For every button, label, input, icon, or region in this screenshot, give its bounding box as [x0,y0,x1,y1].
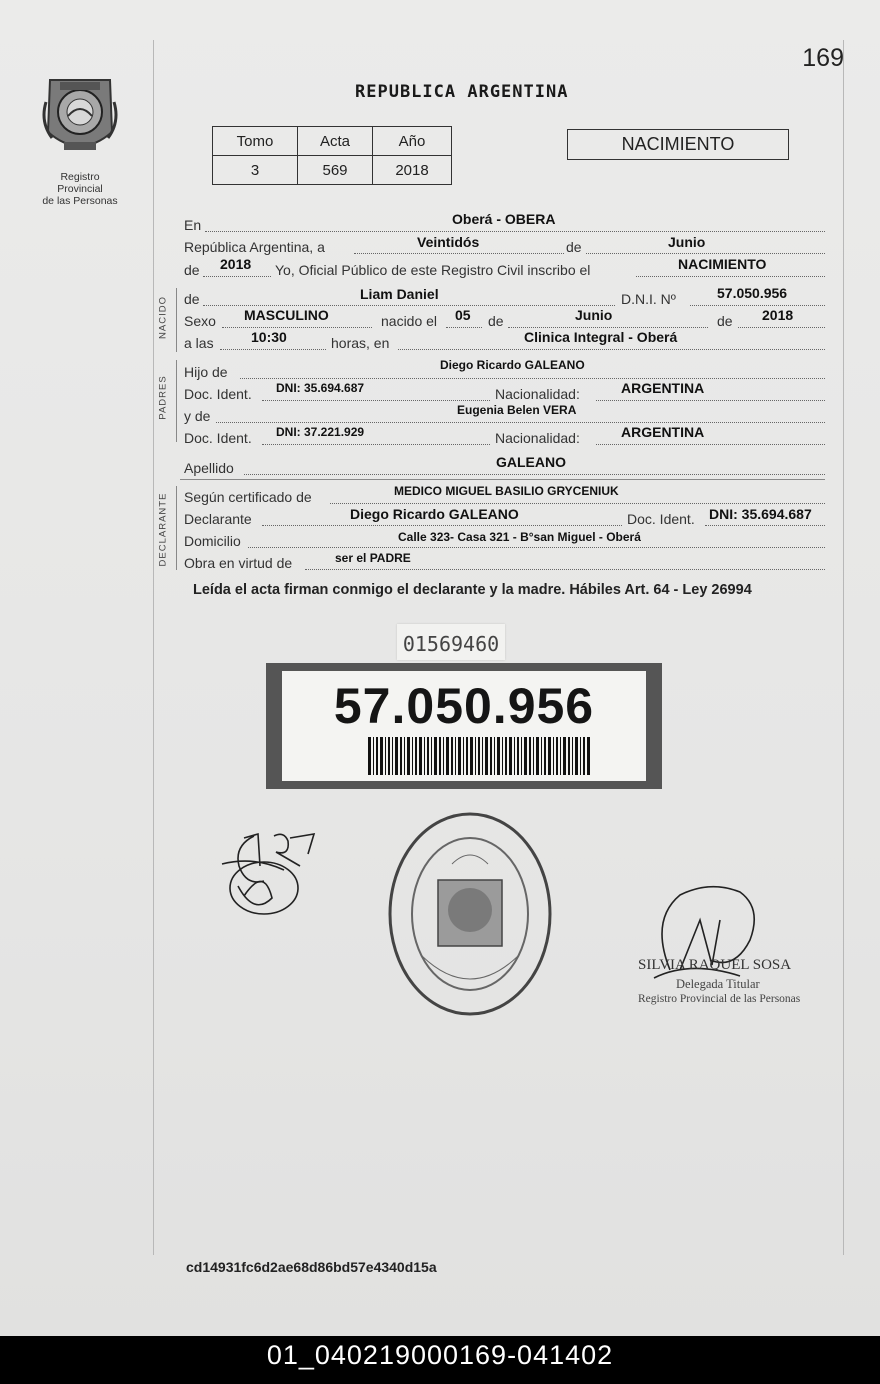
header-tomo: Tomo [213,127,298,156]
header-anio: Año [373,127,452,156]
dotted-line [220,349,326,350]
dotted-line [205,231,825,232]
value-month: Junio [668,234,706,250]
label-de: de [717,313,733,329]
dotted-line [262,525,622,526]
label-sexo: Sexo [184,313,216,329]
dotted-line [203,276,271,277]
label-segun-certificado: Según certificado de [184,489,312,505]
dotted-line [705,525,825,526]
value-mother-name: Eugenia Belen VERA [457,403,577,417]
value-day-words: Veintidós [417,234,480,250]
serial-sticker: 01569460 [397,624,505,660]
side-label-padres: PADRES [157,375,169,420]
label-de: de [566,239,582,255]
value-birth-day: 05 [455,307,471,323]
dotted-line [446,327,482,328]
dni-sticker-number: 57.050.956 [333,678,595,734]
label-a-las: a las [184,335,214,351]
dotted-line [248,547,825,548]
label-y-de: y de [184,408,211,424]
label-doc-ident: Doc. Ident. [184,430,252,446]
label-en: En [184,217,202,233]
value-child-name: Liam Daniel [360,286,439,302]
signatory-org: Registro Provincial de las Personas [638,993,801,1005]
closing-statement: Leída el acta firman conmigo el declarante y la madre. Hábiles Art. 64 - Ley 26994 [193,582,752,598]
section-bracket [176,360,177,442]
handwritten-initials-icon [214,826,324,922]
label-republica: República Argentina, a [184,239,325,255]
label-horas: horas, en [331,335,390,351]
label-dni: D.N.I. Nº [621,291,676,307]
value-certifier: MEDICO MIGUEL BASILIO GRYCENIUK [394,484,619,498]
section-bracket [176,486,177,570]
value-birth-month: Junio [575,307,613,323]
value-father-nationality: ARGENTINA [621,380,705,396]
label-yo: Yo, Oficial Público de este Registro Civil inscribo el [275,262,591,278]
value-mother-nationality: ARGENTINA [621,424,705,440]
label-nacionalidad: Nacionalidad: [495,386,580,402]
label-de: de [184,291,200,307]
document-hash: cd14931fc6d2ae68d86bd57e4340d15a [186,1259,437,1275]
dotted-line [738,327,825,328]
label-obra: Obra en virtud de [184,555,293,571]
value-declarant-doc: DNI: 35.694.687 [709,506,812,522]
left-margin-line [153,40,154,1255]
dni-sticker [266,663,662,789]
value-act-type: NACIMIENTO [678,256,767,272]
dotted-line [240,378,825,379]
dotted-line [398,349,825,350]
label-apellido: Apellido [184,460,234,476]
label-nacionalidad: Nacionalidad: [495,430,580,446]
dotted-line [216,422,825,423]
value-sex: MASCULINO [244,307,329,323]
record-table [212,126,452,185]
value-child-dni: 57.050.956 [717,285,788,301]
provincial-emblem-icon [38,72,122,162]
value-acta: 569 [298,156,373,185]
label-de: de [184,262,200,278]
value-father-name: Diego Ricardo GALEANO [440,358,585,372]
page-number: 169 [802,44,844,72]
value-surname: GALEANO [496,454,566,470]
value-capacity: ser el PADRE [335,551,411,565]
dotted-line [596,400,825,401]
logo-caption-line2: de las Personas [42,195,118,207]
value-birth-place: Clinica Integral - Oberá [524,329,678,345]
barcode-icon [368,737,590,775]
footer-id: 01_040219000169-041402 [0,1336,880,1384]
value-address: Calle 323- Casa 321 - B°san Miguel - Oberá [398,530,641,544]
dotted-line [203,305,615,306]
registry-logo [38,72,122,207]
value-tomo: 3 [213,156,298,185]
value-declarant: Diego Ricardo GALEANO [350,506,519,522]
document-title: REPUBLICA ARGENTINA [355,82,569,102]
dotted-line [354,253,564,254]
record-type-box: NACIMIENTO [567,129,789,160]
label-declarante: Declarante [184,511,252,527]
dotted-line [330,503,825,504]
value-anio: 2018 [373,156,452,185]
label-nacido: nacido el [381,313,438,329]
side-label-nacido: NACIDO [157,296,169,339]
label-hijo-de: Hijo de [184,364,228,380]
divider [180,479,825,480]
logo-caption-line1: Registro Provincial [57,171,103,195]
official-seal-icon [382,806,558,1024]
dotted-line [586,253,825,254]
dotted-line [596,444,825,445]
dotted-line [262,444,490,445]
value-place: Oberá - OBERA [452,211,556,227]
signatory-role: Delegada Titular [676,977,760,991]
value-birth-year: 2018 [762,307,794,323]
section-bracket [176,288,177,352]
label-doc-ident: Doc. Ident. [627,511,695,527]
dotted-line [636,276,825,277]
value-mother-doc: DNI: 37.221.929 [276,425,365,439]
side-label-declarante: DECLARANTE [157,492,169,567]
label-doc-ident: Doc. Ident. [184,386,252,402]
dotted-line [222,327,372,328]
header-acta: Acta [298,127,373,156]
dotted-line [690,305,825,306]
label-de: de [488,313,504,329]
dotted-line [305,569,825,570]
value-father-doc: DNI: 35.694.687 [276,381,365,395]
signatory-name: SILVIA RAQUEL SOSA [638,957,792,973]
dotted-line [262,400,490,401]
dotted-line [508,327,708,328]
dotted-line [244,474,825,475]
label-domicilio: Domicilio [184,533,241,549]
value-year: 2018 [220,256,252,272]
right-margin-line [843,40,844,1255]
value-birth-time: 10:30 [251,329,287,345]
